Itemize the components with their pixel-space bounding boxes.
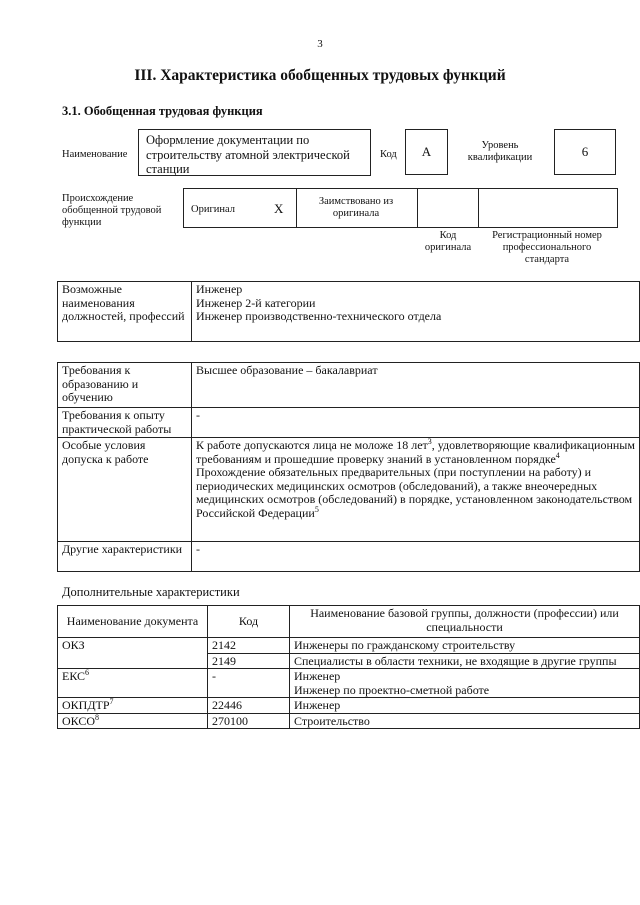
eks-names <box>290 669 640 698</box>
okpdtr-code: 22446 <box>208 698 290 714</box>
origin-divider-2 <box>417 188 418 228</box>
okso-name: Строительство <box>290 713 640 729</box>
name-label: Наименование <box>62 149 128 160</box>
experience-value: - <box>192 408 640 438</box>
table-row <box>58 698 640 714</box>
eks-doc: ЕКС$^6$ <box>58 669 208 698</box>
code-original-caption: Код оригинала <box>424 230 472 253</box>
education-label: Требования к образованию и обучению <box>58 363 192 408</box>
original-mark: Х <box>274 201 284 216</box>
eks-name: Инженер по проектно-сметной работе <box>294 682 490 697</box>
conditions-value <box>192 438 640 542</box>
level-value-box <box>554 129 616 175</box>
conditions-label: Особые условия допуска к работе <box>58 438 192 542</box>
registration-number-caption: Регистрационный номер профессионального стандарта <box>492 230 602 265</box>
col-code-header: Код <box>208 606 290 638</box>
origin-divider-3 <box>478 188 479 228</box>
original-label: Оригинал <box>191 204 235 215</box>
page-number: 3 <box>317 38 323 50</box>
name-value-box <box>138 129 371 176</box>
education-value: Высшее образование – бакалавриат <box>192 363 640 408</box>
experience-label: Требования к опыту практической работы <box>58 408 192 438</box>
code-value: А <box>421 144 432 159</box>
table-row <box>58 669 640 698</box>
position-item: Инженер <box>196 282 243 296</box>
origin-label: Происхождение обобщенной трудовой функции <box>62 193 162 228</box>
additional-title: Дополнительные характеристики <box>62 585 240 599</box>
okz-doc: ОКЗ <box>58 638 208 669</box>
position-item: Инженер производственно-технического отдела <box>196 309 442 323</box>
additional-table <box>57 605 640 729</box>
table-row <box>58 363 640 408</box>
table-header-row <box>58 606 640 638</box>
name-value: Оформление документации по строительству атомной электрической станции <box>146 133 350 176</box>
table-row <box>58 408 640 438</box>
table-row <box>58 438 640 542</box>
eks-code: - <box>208 669 290 698</box>
okpdtr-name: Инженер <box>290 698 640 714</box>
code-value-box <box>405 129 448 175</box>
okso-doc: ОКСО$^8$ <box>58 713 208 729</box>
position-item: Инженер 2-й категории <box>196 295 316 310</box>
table-row <box>58 542 640 572</box>
conditions-paragraph-1: К работе допускаются лица не моложе 18 лет$^3$, удовлетворяющие квалификационным требованиям и прошедшие проверку знаний в установленном порядке$^4$ <box>196 437 635 466</box>
borrowed-label: Заимствовано из оригинала <box>318 196 394 219</box>
okz-code: 2142 <box>208 638 290 654</box>
col-name-header: Наименование базовой группы, должности (профессии) или специальности <box>290 606 640 638</box>
okso-code: 270100 <box>208 713 290 729</box>
table-row <box>58 638 640 654</box>
conditions-paragraph-2: Прохождение обязательных предварительных (при поступлении на работу) и периодических медицинских осмотров (обследований), а также внеочередных медицинских осмотров (обследований) в порядке, установленном законодательством Российской Федерации$^5$ <box>196 465 633 520</box>
positions-table <box>57 281 640 342</box>
section-title: III. Характеристика обобщенных трудовых функций <box>134 67 506 84</box>
code-label: Код <box>380 149 397 160</box>
eks-name: Инженер <box>294 669 341 683</box>
col-doc-header: Наименование документа <box>58 606 208 638</box>
positions-label: Возможные наименования должностей, профессий <box>58 282 192 342</box>
origin-divider-1 <box>296 188 297 228</box>
other-value: - <box>192 542 640 572</box>
level-value: 6 <box>581 144 589 159</box>
table-row <box>58 282 640 342</box>
okz-name: Специалисты в области техники, не входящие в другие группы <box>290 653 640 669</box>
requirements-table <box>57 362 640 572</box>
positions-values <box>192 282 640 342</box>
okpdtr-doc: ОКПДТР$^7$ <box>58 698 208 714</box>
okz-name: Инженеры по гражданскому строительству <box>290 638 640 654</box>
subsection-title: 3.1. Обобщенная трудовая функция <box>62 104 263 118</box>
other-label: Другие характеристики <box>58 542 192 572</box>
level-label: Уровень квалификации <box>467 140 533 163</box>
table-row <box>58 713 640 729</box>
okz-code: 2149 <box>208 653 290 669</box>
